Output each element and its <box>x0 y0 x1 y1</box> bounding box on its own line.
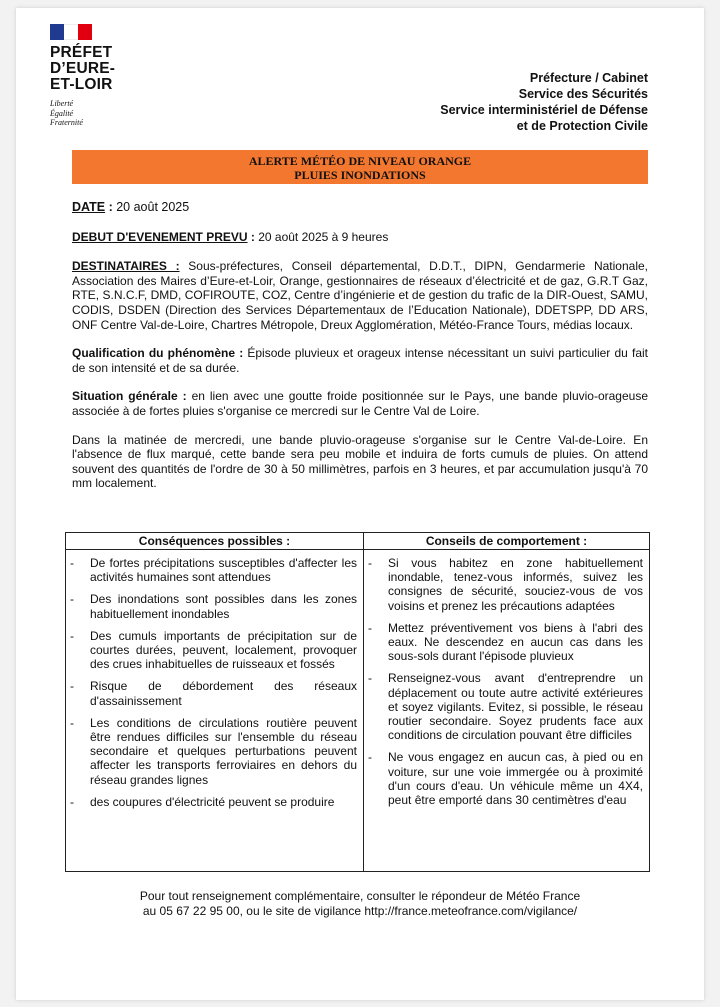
conseil-text: Mettez préventivement vos biens à l'abri des eaux. Ne descendez en aucun cas dans les sous-sols durant l'épisode pluvieux <box>388 620 643 664</box>
dash-bullet: - <box>70 628 74 643</box>
conseil-text: Renseignez-vous avant d'entreprendre un déplacement ou toute autre activité extérieures et soyez vigilants. Evitez, si possible, le réseau routier secondaire. Soyez prudents face aux conditions de circulation pouvant être difficiles <box>388 671 643 743</box>
motto-line: Liberté <box>50 99 74 108</box>
consequence-text: Les conditions de circulations routière peuvent être rendues difficiles sur l'ensemble du réseau secondaire et quelques perturbations peuvent affecter les transports ferroviaires en dehors du réseau grandes lignes <box>90 715 357 787</box>
logo-line: PRÉFET <box>50 44 113 61</box>
qualification-label: Qualification du phénomène : <box>72 346 244 361</box>
dash-bullet: - <box>70 592 74 607</box>
dash-bullet: - <box>70 794 74 809</box>
date-value: 20 août 2025 <box>116 200 190 214</box>
list-item <box>364 621 643 664</box>
conseil-text: Ne vous engagez en aucun cas, à pied ou en voiture, sur une voie immergée ou à proximité d'un cours d'eau. Un véhicule même un 4X4, peut être emporté dans 30 centimètres d'eau <box>388 750 643 808</box>
service-line: Service des Sécurités <box>518 87 648 101</box>
forecast-paragraph: Dans la matinée de mercredi, une bande pluvio-orageuse s'organise sur le Centre Val-de-Loire. En l'absence de flux marqué, cette bande sera peu mobile et induira de forts cumuls de pluies. On attend souvent des quantités de l'ordre de 30 à 50 millimètres, parfois en 3 heures, et par accumulation jusqu'à 70 mm localement. <box>72 432 648 491</box>
list-item <box>364 750 643 807</box>
consequence-text: des coupures d'électricité peuvent se produire <box>90 794 335 809</box>
motto-line: Égalité <box>50 108 74 118</box>
list-item <box>66 629 357 672</box>
logo-line: D’EURE- <box>50 60 116 77</box>
footer-line: Pour tout renseignement complémentaire, consulter le répondeur de Météo France <box>139 889 581 903</box>
destinataires-paragraph <box>72 259 648 332</box>
footer-line: au 05 67 22 95 00, ou le site de vigilance http://france.meteofrance.com/vigilance/ <box>142 904 578 918</box>
dash-bullet: - <box>70 679 74 694</box>
destinataires-label: DESTINATAIRES : <box>72 259 180 274</box>
qualification-paragraph <box>72 346 648 375</box>
date-sep: : <box>105 200 117 214</box>
debut-sep: : <box>247 229 259 244</box>
dash-bullet: - <box>368 750 372 765</box>
service-line: Service interministériel de Défense <box>440 103 648 117</box>
tricolor-flag-icon <box>50 24 92 40</box>
advice-table <box>65 532 650 872</box>
debut-label: DEBUT D'EVENEMENT PREVU <box>72 229 248 244</box>
service-line: et de Protection Civile <box>516 119 648 133</box>
destinataires-value: Sous-préfectures, Conseil départemental, D.D.T., DIPN, Gendarmerie Nationale, Association des Maires d’Eure-et-Loir, Orange, gestionnaires de réseaux d’électricité et de gaz, G.R.T Gaz, RTE, S.N.C.F, DMD, COFIROUTE, COZ, Centre d’ingénierie et de gestion du trafic de la DIR-Ouest, SAMU, CODIS, DSDEN (Direction des Services Départementaux de l’Education Nationale), DDETSPP, DD ARS, ONF Centre Val-de-Loire, Chartres Métropole, Dreux Agglomération, Météo-France Tours, médias locaux. <box>72 259 648 332</box>
list-item <box>66 592 357 620</box>
conseils-column <box>364 533 649 871</box>
conseil-text: Si vous habitez en zone habituellement inondable, tenez-vous informés, suivez les consignes de sécurité, souciez-vous de vos voisins et prenez les précautions adaptées <box>388 556 643 613</box>
debut-value: 20 août 2025 à 9 heures <box>258 229 389 244</box>
footer <box>0 889 720 919</box>
service-line: Préfecture / Cabinet <box>529 71 648 85</box>
consequence-text: De fortes précipitations susceptibles d'affecter les activités humaines sont attendues <box>90 556 357 585</box>
alert-subtitle: PLUIES INONDATIONS <box>294 168 426 182</box>
list-item <box>66 556 357 584</box>
list-item <box>66 716 357 787</box>
alert-banner <box>72 150 648 184</box>
dash-bullet: - <box>368 620 372 635</box>
dash-bullet: - <box>368 671 372 686</box>
logo-line: ET-LOIR <box>50 76 113 93</box>
consequence-text: Risque de débordement des réseaux d'assainissement <box>90 679 357 708</box>
conseils-list <box>364 550 649 807</box>
list-item <box>66 795 357 809</box>
debut-line <box>72 230 648 245</box>
motto-line: Fraternité <box>50 118 83 127</box>
dash-bullet: - <box>70 715 74 730</box>
list-item <box>364 556 643 613</box>
consequence-text: Des inondations sont possibles dans les zones habituellement inondables <box>90 592 357 621</box>
logo-title <box>50 45 130 93</box>
situation-label: Situation générale : <box>72 389 187 404</box>
list-item <box>364 671 643 742</box>
service-block <box>440 70 648 134</box>
date-line <box>72 200 648 215</box>
conseils-header: Conseils de comportement : <box>364 533 649 550</box>
consequence-text: Des cumuls importants de précipitation sur de courtes durées, peuvent, localement, provoquer des crues inhabituelles de ruisseaux et fossés <box>90 628 357 672</box>
dash-bullet: - <box>70 556 74 570</box>
consequences-column <box>66 533 364 871</box>
consequences-header: Conséquences possibles : <box>66 533 363 550</box>
prefecture-logo <box>50 24 130 128</box>
qualification-value: Épisode pluvieux et orageux intense nécessitant un suivi particulier du fait de son intensité et de sa durée. <box>72 346 648 375</box>
situation-value: en lien avec une goutte froide positionnée sur le Pays, une bande pluvio-orageuse associée à de fortes pluies s'organise ce mercredi sur le Centre Val de Loire. <box>72 389 648 418</box>
document-body <box>72 200 648 491</box>
date-label: DATE <box>72 200 106 214</box>
dash-bullet: - <box>368 556 372 570</box>
consequences-list <box>66 550 363 809</box>
list-item <box>66 679 357 707</box>
situation-paragraph <box>72 389 648 418</box>
motto <box>50 99 130 128</box>
alert-title: ALERTE MÉTÉO DE NIVEAU ORANGE <box>248 154 472 168</box>
